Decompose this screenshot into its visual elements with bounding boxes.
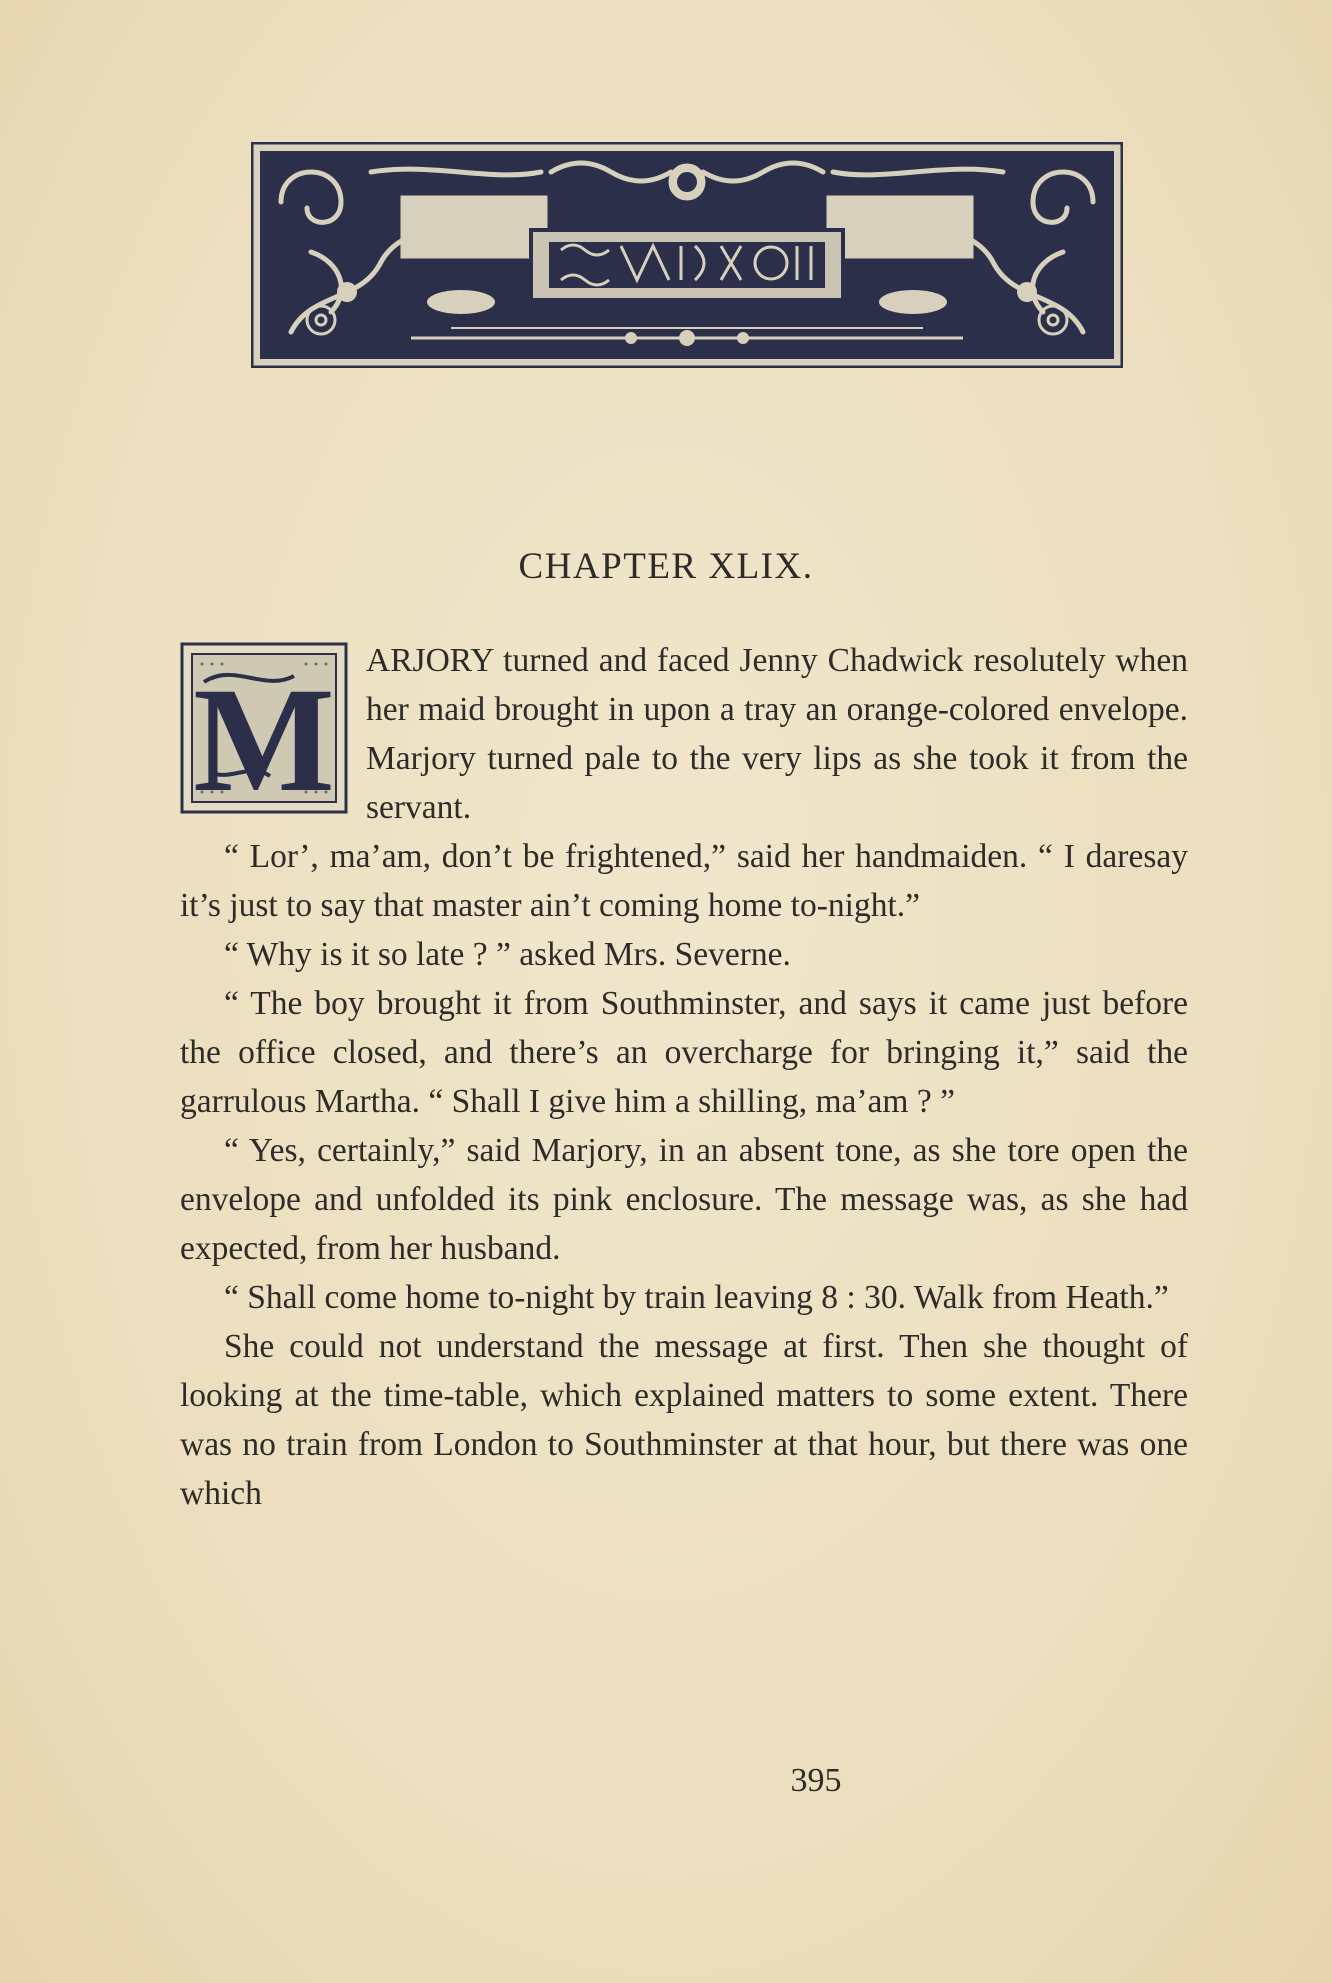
paragraph-5: “ Yes, certainly,” said Marjory, in an absent tone, as she tore open the envelope and unfolded its pink enclosure. The message was, as she had expected, from her husband. [180,1132,1188,1267]
paragraph-7: She could not understand the message at first. Then she thought of looking at the time-table, which explained matters to some extent. There was no train from London to Southminster at that hour, but there was one which [180,1328,1188,1512]
chapter-title: CHAPTER XLIX. [518,546,814,587]
ornamental-headpiece-icon [251,142,1123,368]
paragraph-6: “ Shall come home to-night by train leaving 8 : 30. Walk from Heath.” [224,1279,1169,1316]
paragraph-3: “ Why is it so late ? ” asked Mrs. Severne. [224,936,791,973]
body-text [180,636,1188,1518]
page-number: 395 [790,1762,842,1799]
paragraph-4: “ The boy brought it from Southminster, and says it came just before the office closed, and there’s an overcharge for bringing it,” said the garrulous Martha. “ Shall I give him a shilling, ma’am ? ” [180,985,1188,1120]
drop-cap-m-icon [180,642,348,814]
paragraph-1: ARJORY turned and faced Jenny Chadwick resolutely when her maid brought in upon a tray an orange-colored envelope. Marjory turned pale to the very lips as she took it from the servant. [366,642,1188,826]
svg-text:M: M [193,657,335,814]
paragraph-2: “ Lor’, ma’am, don’t be frightened,” said her handmaiden. “ I daresay it’s just to say that master ain’t coming home to-night.” [180,838,1188,924]
